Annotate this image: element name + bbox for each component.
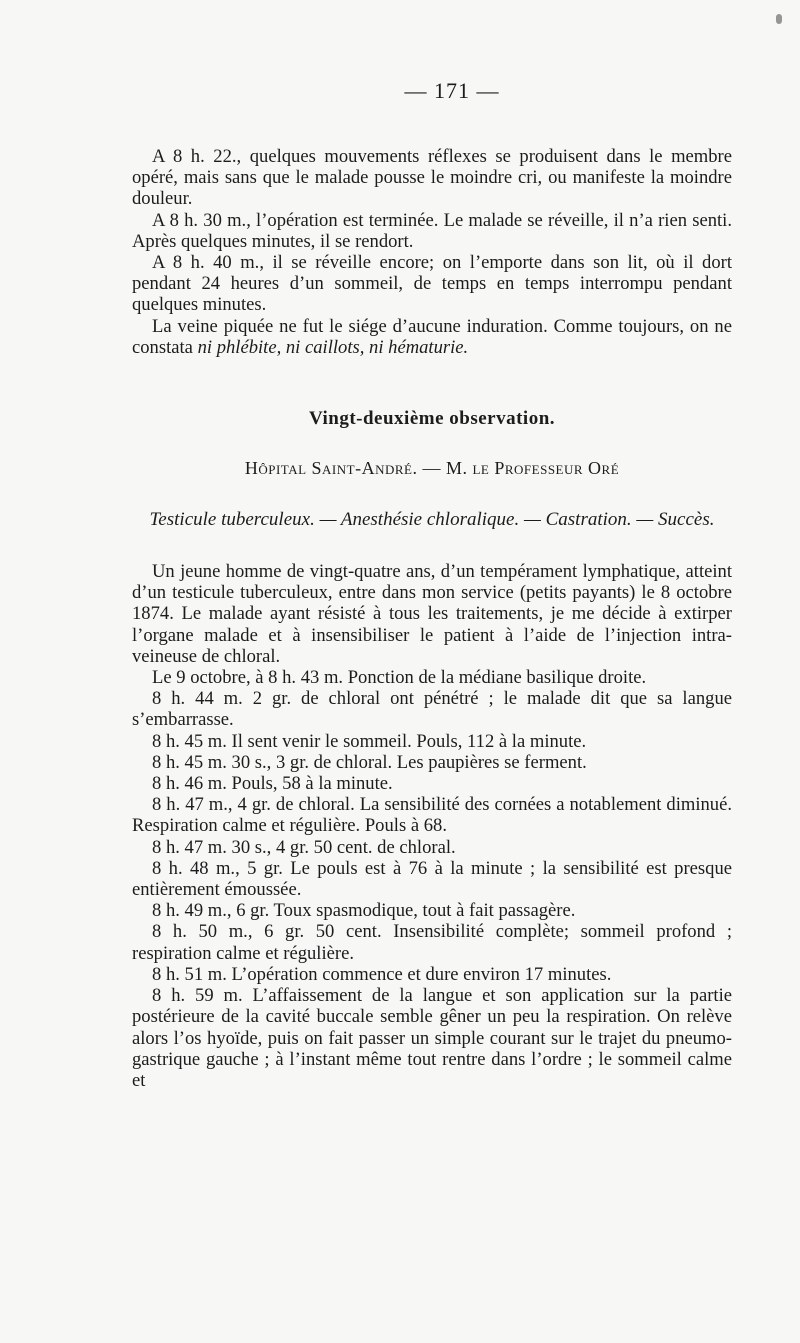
paragraph: 8 h. 47 m. 30 s., 4 gr. 50 cent. de chloral. [152,836,456,858]
ink-blot [776,14,782,24]
paragraph: 8 h. 47 m., 4 gr. de chloral. La sensibilité des cornées a notablement diminué. Respiration calme et régulière. Pouls à 68. [132,794,732,837]
paragraph: 8 h. 48 m., 5 gr. Le pouls est à 76 à la minute ; la sensibilité est presque entièrement émoussée. [132,857,732,901]
conclusion-text: La veine piquée ne fut le siége d’aucune induration. Comme toujours, on ne constata [132,315,732,358]
paragraph: Le 9 octobre, à 8 h. 43 m. Ponction de la médiane basilique droite. [152,667,647,689]
paragraph: 8 h. 45 m. 30 s., 3 gr. de chloral. Les paupières se ferment. [152,751,587,773]
conclusion-italic: ni phlébite, ni caillots, ni hématurie. [197,336,469,358]
paragraph: A 8 h. 22., quelques mouvements réflexes se produisent dans le membre opéré, mais sans que le malade pousse le moindre cri, ou manifeste la moindre douleur. [132,146,732,210]
observation-subtitle: Testicule tuberculeux. — Anesthésie chloralique. — Castration. — Succès. [149,509,715,531]
paragraph: A 8 h. 30 m., l’opération est terminée. Le malade se réveille, il n’a rien senti. Après quelques minutes, il se rendort. [132,209,732,252]
paragraph: Un jeune homme de vingt-quatre ans, d’un tempérament lymphatique, atteint d’un testicule tuberculeux, entre dans mon service (petits payants) le 8 octobre 1874. Le malade ayant résisté à tous les traitements, je me décide à extirper l’organe malade et à insensibiliser le patient à l’aide de l’injection intra-veineuse de chloral. [132,561,732,667]
paragraph: 8 h. 59 m. L’affaissement de la langue et son application sur la partie postérieure de la cavité buccale semble gêner un peu la respiration. On relève alors l’os hyoïde, puis on fait passer un simple courant sur le trajet du pneumo-gastrique gauche ; à l’instant même tout rentre dans l’ordre ; le sommeil calme et [132,985,732,1091]
paragraph: 8 h. 44 m. 2 gr. de chloral ont pénétré ; le malade dit que sa langue s’embarrasse. [132,688,732,731]
observation-heading: Vingt-deuxième observation. [308,408,556,430]
paragraph: 8 h. 49 m., 6 gr. Toux spasmodique, tout à fait passagère. [152,900,576,922]
paragraph: A 8 h. 40 m., il se réveille encore; on l’emporte dans son lit, où il dort pendant 24 heures d’un sommeil, de temps en temps interrompu pendant quelques minutes. [132,252,732,316]
paragraph: 8 h. 50 m., 6 gr. 50 cent. Insensibilité complète; sommeil profond ; respiration calme et régulière. [132,921,732,964]
paragraph: 8 h. 51 m. L’opération commence et dure environ 17 minutes. [152,963,612,985]
page-number: — 171 — [404,78,500,103]
paragraph: 8 h. 46 m. Pouls, 58 à la minute. [152,773,393,795]
hospital-line: Hôpital Saint-André. — M. le Professeur Oré [244,458,620,479]
paragraph: 8 h. 45 m. Il sent venir le sommeil. Pouls, 112 à la minute. [152,730,587,752]
paragraph-conclusion [132,316,732,358]
